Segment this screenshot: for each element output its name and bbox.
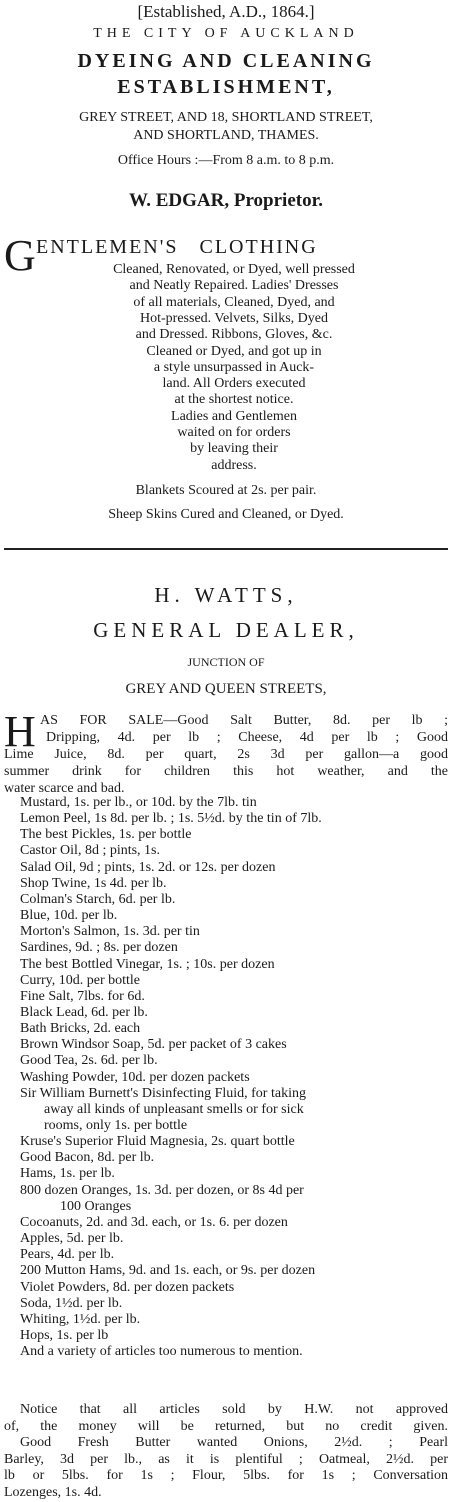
clothing-line: a style unsurpassed in Auck- [153, 359, 315, 375]
clothing-heading: ENTLEMEN'S CLOTHING [36, 236, 318, 258]
item-line: Soda, 1½d. per lb. [20, 1295, 123, 1311]
title-line-2: ESTABLISHMENT, [117, 76, 335, 98]
notice-line: of, the money will be returned, but no credit given. [4, 1418, 448, 1434]
item-line: Hops, 1s. per lb [20, 1327, 109, 1343]
clothing-line: Cleaned, Renovated, or Dyed, well pressed [113, 262, 355, 277]
clothing-line: Ladies and Gentlemen [171, 408, 297, 424]
item-line: Morton's Salmon, 1s. 3d. per tin [20, 924, 200, 940]
item-line: Cocoanuts, 2d. and 3d. each, or 1s. 6. per dozen [20, 1214, 288, 1230]
notice-line: lb or 5lbs. for 1s ; Flour, 5lbs. for 1s ; Conversation [4, 1468, 448, 1483]
clothing-line: waited on for orders [177, 425, 291, 440]
established-line: [Established, A.D., 1864.] [137, 2, 315, 21]
clothing-line: of all materials, Cleaned, Dyed, and [133, 294, 335, 310]
item-line: Black Lead, 6d. per lb. [20, 1004, 148, 1020]
intro-line: AS FOR SALE—Good Salt Butter, 8d. per lb ; [40, 713, 448, 728]
item-line: away all kinds of unpleasant smells or for sick [44, 1101, 304, 1117]
intro-line: summer drink for children this hot weather, and the [4, 764, 448, 779]
item-line: Fine Salt, 7lbs. for 6d. [20, 988, 145, 1004]
clothing-line: Cleaned or Dyed, and got up in [146, 343, 322, 359]
item-line: Curry, 10d. per bottle [20, 972, 141, 988]
clothing-line: by leaving their [190, 441, 278, 457]
intro-line: water scarce and bad. [4, 781, 125, 796]
address-line-1: GREY STREET, AND 18, SHORTLAND STREET, [79, 110, 373, 125]
junction-label: JUNCTION OF [187, 655, 265, 669]
intro-line: Lime Juice, 8d. per quart, 2s 3d per gallon—a good [4, 747, 448, 762]
dealer-trade: GENERAL DEALER, [93, 618, 359, 642]
address-line-2: AND SHORTLAND, THAMES. [133, 128, 319, 143]
item-line: Washing Powder, 10d. per dozen packets [20, 1069, 250, 1085]
drop-cap-h: H [4, 707, 36, 756]
item-line: Sir William Burnett's Disinfecting Fluid, for taking [20, 1085, 306, 1101]
item-line: Violet Powders, 8d. per dozen packets [20, 1279, 235, 1295]
item-line: Hams, 1s. per lb. [20, 1166, 115, 1182]
item-line: Mustard, 1s. per lb., or 10d. by the 7lb. tin [20, 795, 257, 810]
item-line: Castor Oil, 8d ; pints, 1s. [20, 843, 161, 859]
item-line: Apples, 5d. per lb. [20, 1231, 124, 1247]
notice-line: Lozenges, 1s. 4d. [4, 1484, 102, 1500]
intro-line: Dripping, 4d. per lb ; Cheese, 4d per lb ; Good [46, 730, 448, 745]
item-line: And a variety of articles too numerous to mention. [20, 1344, 303, 1360]
item-line: 800 dozen Oranges, 1s. 3d. per dozen, or 8s 4d per [20, 1182, 304, 1198]
item-line: Colman's Starch, 6d. per lb. [20, 891, 176, 907]
notice-line: Notice that all articles sold by H.W. not approved [20, 1402, 448, 1417]
proprietor: W. EDGAR, Proprietor. [128, 190, 324, 211]
item-line: Whiting, 1½d. per lb. [20, 1311, 141, 1327]
drop-cap-g: G [4, 231, 36, 280]
item-line: Brown Windsor Soap, 5d. per packet of 3 cakes [20, 1037, 287, 1053]
clothing-line: address. [211, 457, 257, 473]
clothing-line: and Neatly Repaired. Ladies' Dresses [129, 278, 339, 294]
clothing-line: and Dressed. Ribbons, Gloves, &c. [135, 327, 333, 343]
item-line: 200 Mutton Hams, 9d. and 1s. each, or 9s. per dozen [20, 1263, 316, 1279]
item-line: Good Tea, 2s. 6d. per lb. [20, 1053, 158, 1069]
clothing-line: land. All Orders executed [162, 376, 306, 392]
item-line: The best Pickles, 1s. per bottle [20, 827, 192, 843]
notice-line: Barley, 3d per lb., as it is plentiful ; Oatmeal, 2½d. per [4, 1451, 448, 1467]
office-hours: Office Hours :—From 8 a.m. to 8 p.m. [117, 153, 335, 168]
item-line: Kruse's Superior Fluid Magnesia, 2s. quart bottle [20, 1134, 295, 1150]
item-line: Bath Bricks, 2d. each [20, 1021, 141, 1037]
item-line: Shop Twine, 1s 4d. per lb. [20, 875, 167, 891]
item-line: Lemon Peel, 1s 8d. per lb. ; 1s. 5½d. by the tin of 7lb. [20, 811, 322, 827]
notice-line: Good Fresh Butter wanted Onions, 2½d. ; Pearl [20, 1435, 448, 1450]
item-line: Good Bacon, 8d. per lb. [20, 1150, 155, 1166]
item-line: rooms, only 1s. per bottle [44, 1118, 188, 1133]
item-line: 100 Oranges [60, 1198, 132, 1214]
divider [4, 548, 448, 550]
item-line: Sardines, 9d. ; 8s. per dozen [20, 940, 178, 956]
clothing-line: Hot-pressed. Velvets, Silks, Dyed [140, 310, 328, 326]
dealer-name: H. WATTS, [154, 583, 298, 607]
city-line: THE CITY OF AUCKLAND [93, 26, 359, 41]
title-line-1: DYEING AND CLEANING [77, 50, 375, 72]
item-line: Salad Oil, 9d ; pints, 1s. 2d. or 12s. per dozen [20, 859, 276, 875]
item-line: Pears, 4d. per lb. [20, 1247, 115, 1263]
blankets-line: Blankets Scoured at 2s. per pair. [135, 483, 317, 498]
item-line: The best Bottled Vinegar, 1s. ; 10s. per dozen [20, 956, 275, 972]
streets-line: GREY AND QUEEN STREETS, [125, 681, 327, 697]
item-line: Blue, 10d. per lb. [20, 908, 118, 924]
sheep-skins-line: Sheep Skins Cured and Cleaned, or Dyed. [108, 507, 344, 522]
clothing-line: at the shortest notice. [174, 392, 294, 408]
